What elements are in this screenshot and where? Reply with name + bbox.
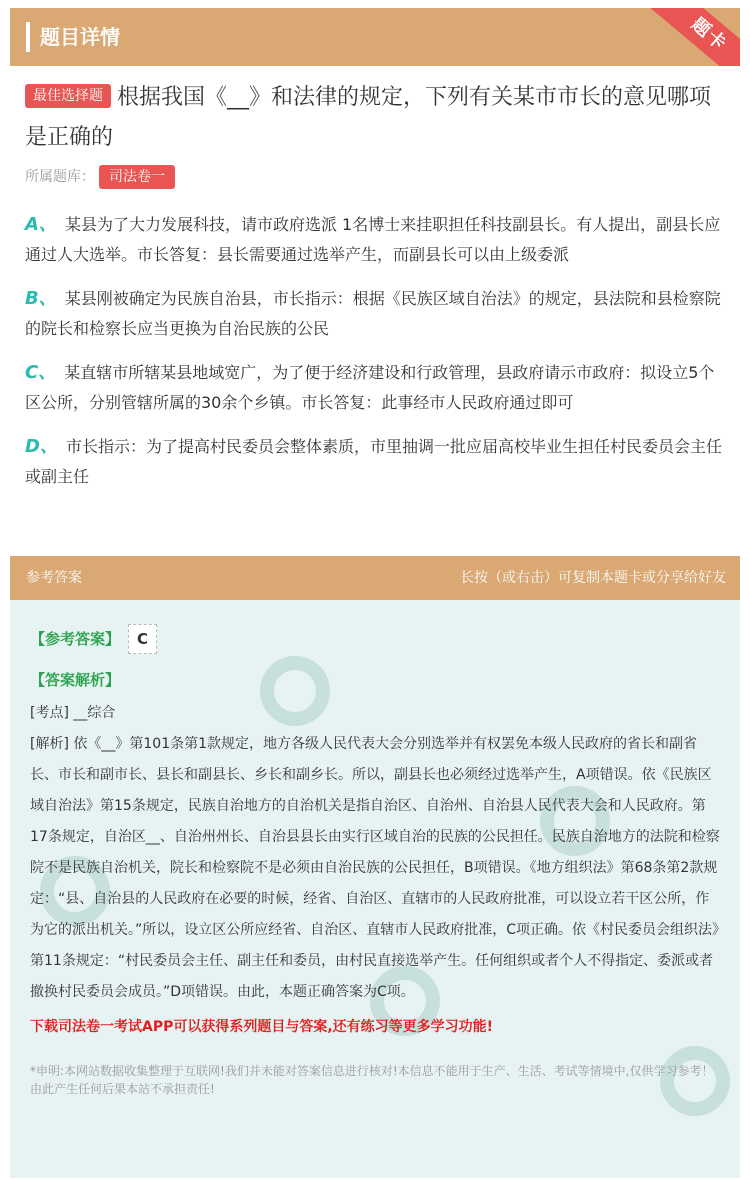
option-letter: D、 [25, 436, 58, 457]
header-accent [26, 22, 30, 52]
option-letter: C、 [25, 362, 57, 383]
analysis-label: 【答案解析】 [30, 671, 121, 689]
answer-header [10, 556, 740, 600]
answer-content [30, 624, 720, 1098]
question-bank [25, 164, 725, 190]
option-d[interactable] [25, 432, 725, 492]
analysis-text: [解析] 依《__》第101条第1款规定，地方各级人民代表大会分别选举并有权罢免本级人民政府的省长和副省长、市长和副市长、县长和副县长、乡长和副乡长。所以，副县长也必须经过选举产生，A项错误。依《民族区域自治法》第15条规定，民族自治地方的自治机关是指自治区、自治州、自治县人民代表大会和人民政府。第17条规定，自治区__、自治州州长、自治县县长由实行区域自治的民族的公民担任。民族自治地方的法院和检察院不是民族自治机关，院长和检察院不是必须由自治民族的公民担任，B项错误。《地方组织法》第68条第2款规定：“县、自治县的人民政府在必要的时候，经省、自治区、直辖市的人民政府批准，可以设立若干区公所，作为它的派出机关。”所以，设立区公所应经省、自治区、直辖市人民政府批准，C项正确。依《村民委员会组织法》第11条规定：“村民委员会主任、副主任和委员，由村民直接选举产生。任何组织或者个人不得指定、委派或者撤换村民委员会成员。”D项错误。由此，本题正确答案为C项。 [30, 736, 720, 1000]
option-letter: B、 [25, 288, 57, 309]
share-hint: 长按（或右击）可复制本题卡或分享给好友 [460, 570, 726, 586]
options-list [25, 210, 725, 506]
option-b[interactable] [25, 284, 725, 344]
download-app-link[interactable]: 下载司法卷一考试APP可以获得系列题目与答案,还有练习等更多学习功能! [30, 1019, 494, 1035]
option-letter: A、 [25, 214, 57, 235]
card-ribbon: 题卡 [648, 8, 740, 66]
option-c[interactable] [25, 358, 725, 418]
question-text: 根据我国《__》和法律的规定，下列有关某市市长的意见哪项是正确的 [25, 85, 712, 150]
option-a[interactable] [25, 210, 725, 270]
option-text: 某县刚被确定为民族自治县，市长指示：根据《民族区域自治法》的规定，县法院和县检察院的院长和检察长应当更换为自治民族的公民 [25, 289, 721, 338]
option-text: 某直辖市所辖某县地域宽广，为了便于经济建设和行政管理，县政府请示市政府：拟设立5个区公所，分别管辖所属的30余个乡镇。市长答复：此事经市人民政府通过即可 [25, 363, 715, 412]
bank-label: 所属题库： [25, 169, 95, 185]
option-text: 市长指示：为了提高村民委员会整体素质，市里抽调一批应届高校毕业生担任村民委员会主任或副主任 [25, 437, 722, 486]
answer-header-title: 参考答案 [26, 570, 82, 586]
reference-answer-value: C [128, 624, 157, 654]
bank-tag[interactable]: 司法卷一 [99, 165, 175, 189]
disclaimer-text: *申明:本网站数据收集整理于互联网!我们并未能对答案信息进行核对!本信息不能用于生产、生活、考试等情境中,仅供学习参考！由此产生任何后果本站不承担责任! [30, 1064, 714, 1096]
question-block [25, 78, 725, 190]
kaodian-text: [考点] __综合 [30, 705, 116, 721]
reference-answer [30, 624, 720, 654]
question-type-badge: 最佳选择题 [25, 84, 111, 108]
answer-panel [10, 556, 740, 1178]
header-bar [10, 8, 740, 66]
option-text: 某县为了大力发展科技，请市政府选派 1名博士来挂职担任科技副县长。有人提出，副县长应通过人大选举。市长答复：县长需要通过选举产生，而副县长可以由上级委派 [25, 215, 721, 264]
reference-answer-label: 【参考答案】 [30, 630, 121, 648]
page-title: 题目详情 [40, 25, 120, 49]
question-title [25, 78, 725, 158]
